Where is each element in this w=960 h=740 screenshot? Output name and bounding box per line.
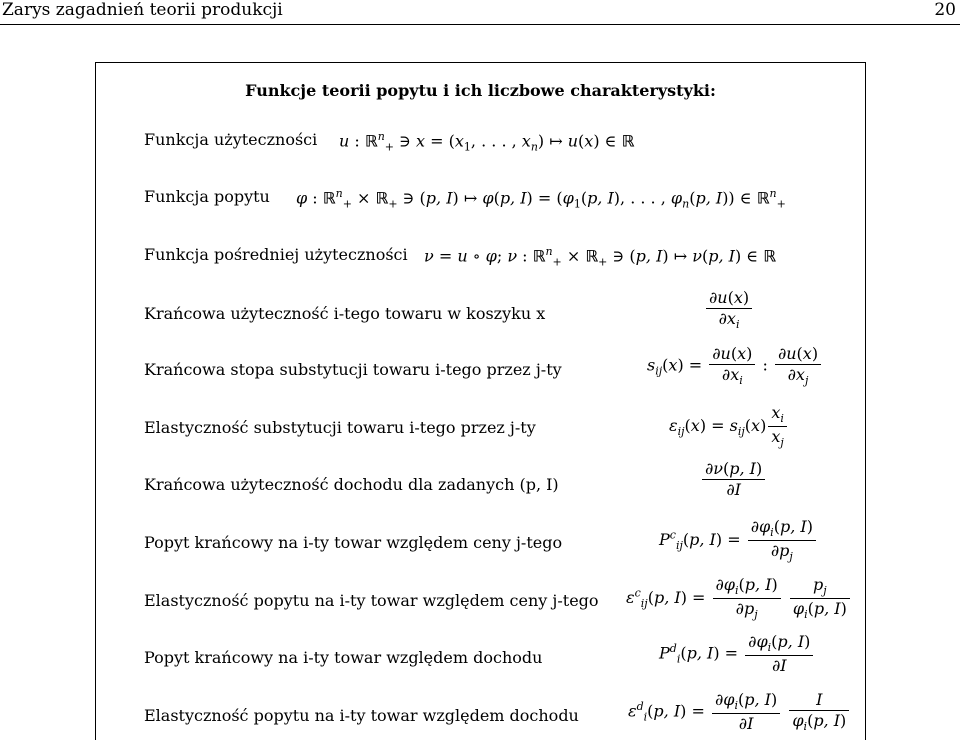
row-label-mrs: Krańcowa stopa substytucji towaru i-tego przez j-ty bbox=[144, 360, 562, 379]
row-label-marginal-utility: Krańcowa użyteczność i-tego towaru w koszyku x bbox=[144, 304, 546, 323]
row-label-marginal-demand-price: Popyt krańcowy na i-ty towar względem ceny j-tego bbox=[144, 533, 563, 552]
header-rule bbox=[0, 24, 960, 25]
formula-indirect-utility: ν = u ∘ φ; ν : ℝ$^n_+$ × ℝ$_+$ ∋ (p, I) ↦ ν(p, I) ∈ ℝ bbox=[424, 245, 777, 269]
row-label-demand-function: Funkcja popytu bbox=[144, 187, 270, 206]
formula-marginal-demand-price: $P^c_{ij}(p$, I) = $\frac{\partial\varphi_i(p, I)}{\partial p_j}$ bbox=[659, 517, 818, 564]
formula-utility-function: u : ℝ$^n_+$ ∋ $x = (x_1$, . . . , $x_n$) ↦ u(x) ∈ ℝ bbox=[339, 130, 635, 154]
page-number: 20 bbox=[934, 0, 956, 20]
row-label-substitution-elasticity: Elastyczność substytucji towaru i-tego przez j-ty bbox=[144, 418, 536, 437]
row-label-utility-function: Funkcja użyteczności bbox=[144, 130, 318, 149]
formula-demand-function: φ : ℝ$^n_+$ × ℝ$_+$ ∋ (p, I) ↦ φ(p, $I) = (\varphi_1(p$, I), . . . , $\varphi_n(p$, I)) ∈ ℝ$^n_+$ bbox=[296, 187, 786, 211]
row-label-marginal-demand-income: Popyt krańcowy na i-ty towar względem dochodu bbox=[144, 648, 543, 667]
formula-marginal-utility-income: $\frac{\partial\nu(p, I)}{\partial I}$ bbox=[700, 459, 767, 500]
formula-marginal-utility: $\frac{\partial u(x)}{\partial x_i}$ bbox=[704, 288, 754, 332]
formula-marginal-demand-income: $P^d_i(p$, I) = $\frac{\partial\varphi_i(p, I)}{\partial I}$ bbox=[659, 632, 815, 676]
formula-income-elasticity: $\varepsilon^d_i(p$, I) = $\frac{\partial\varphi_i(p, I)}{\partial I}$ $\frac{I}{\varphi_i(p, I)}$ bbox=[628, 690, 851, 734]
row-label-income-elasticity: Elastyczność popytu na i-ty towar względem dochodu bbox=[144, 706, 579, 725]
box-title: Funkcje teorii popytu i ich liczbowe charakterystyki: bbox=[245, 81, 716, 100]
row-label-marginal-utility-income: Krańcowa użyteczność dochodu dla zadanych (p, I) bbox=[144, 475, 559, 494]
formula-substitution-elasticity: $\varepsilon_{ij}(x) = s_{ij}(x)$ $\frac{x_i}{x_j}$ bbox=[669, 403, 789, 450]
page-header bbox=[0, 0, 960, 24]
formula-mrs: $s_{ij}(x)$ = $\frac{\partial u(x)}{\partial x_i}$ : $\frac{\partial u(x)}{\partial x_j}$ bbox=[647, 344, 823, 388]
row-label-price-elasticity: Elastyczność popytu na i-ty towar względem ceny j-tego bbox=[144, 591, 599, 610]
definitions-box bbox=[95, 62, 866, 740]
running-title: Zarys zagadnień teorii produkcji bbox=[2, 0, 283, 20]
formula-price-elasticity: $\varepsilon^c_{ij}(p$, I) = $\frac{\partial\varphi_i(p, I)}{\partial p_j}$ $\frac{p_j}{\varphi_i(p, I)}$ bbox=[626, 575, 852, 622]
row-label-indirect-utility: Funkcja pośredniej użyteczności bbox=[144, 245, 408, 264]
